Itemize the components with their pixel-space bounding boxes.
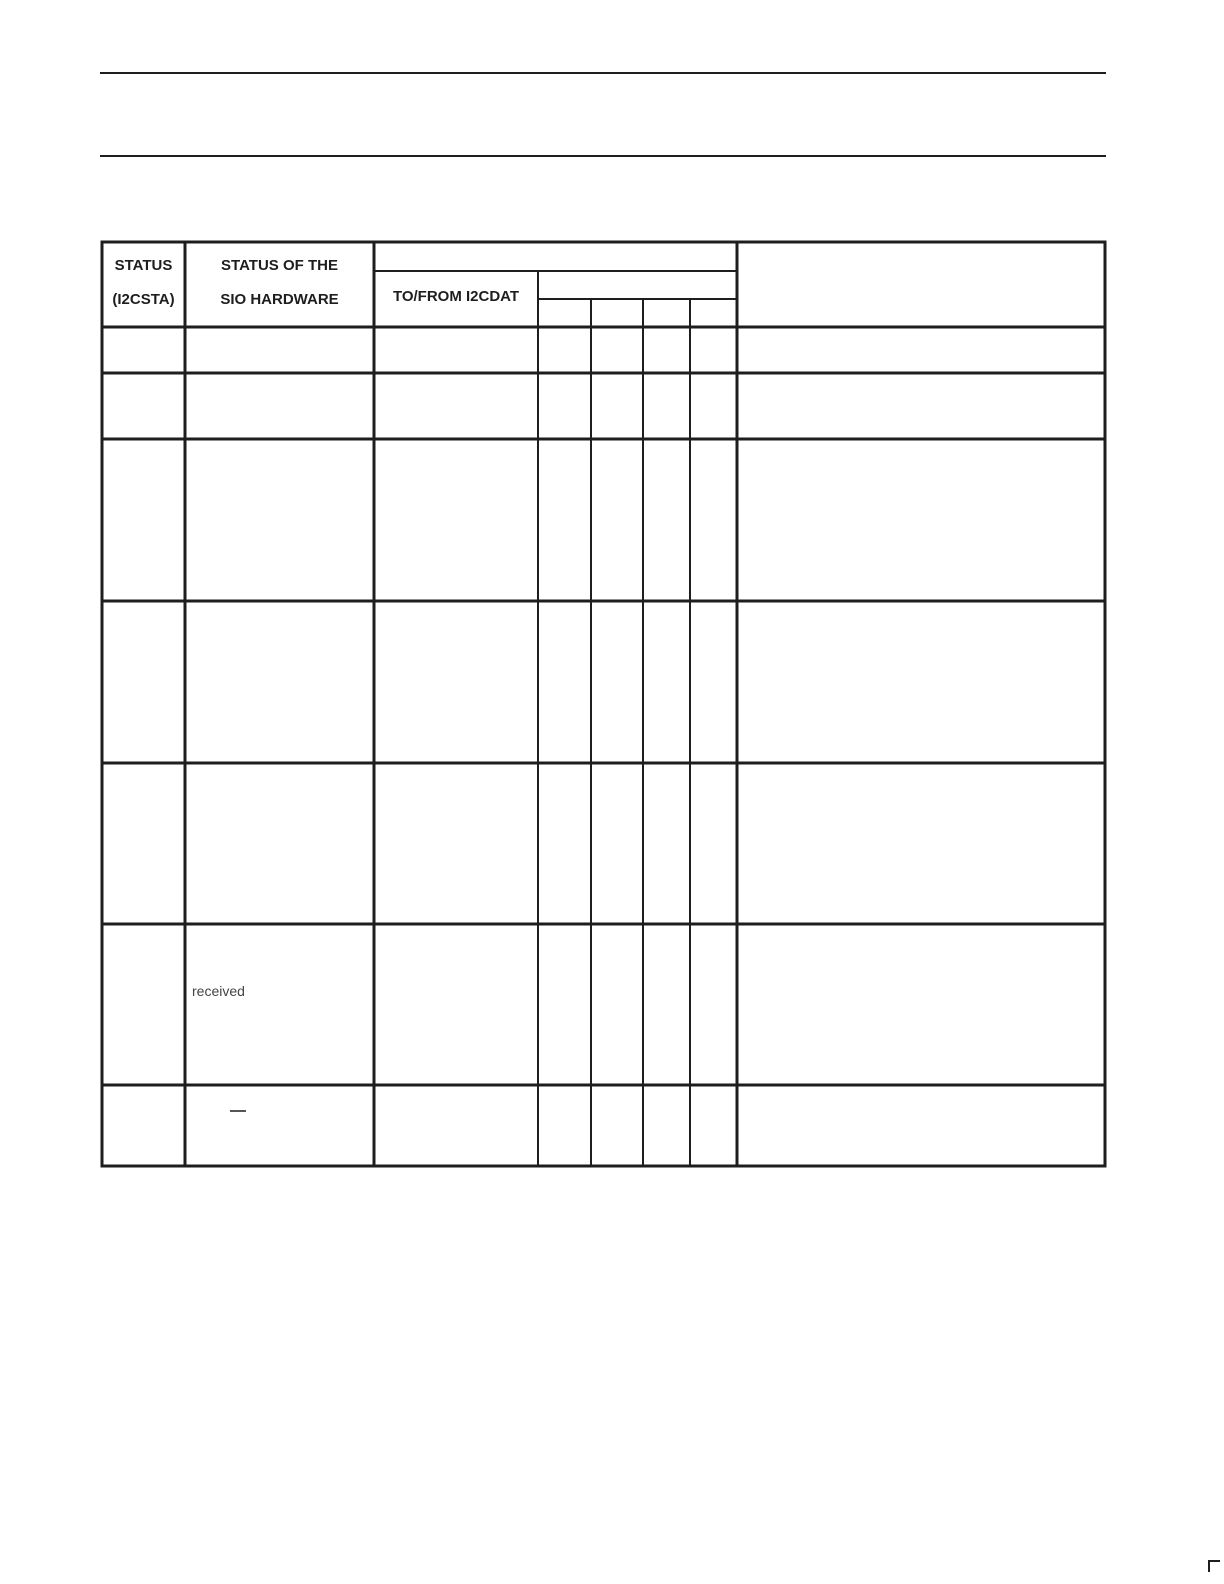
header-hardware-line1: STATUS OF THE xyxy=(221,257,338,274)
header-to-from-i2cdat: TO/FROM I2CDAT xyxy=(392,288,520,305)
header-status-line1: STATUS xyxy=(114,257,173,274)
crop-mark xyxy=(1208,1560,1220,1572)
header-hardware-line2: SIO HARDWARE xyxy=(220,291,339,308)
table-border xyxy=(102,242,1105,1166)
row-6-hardware-text: received xyxy=(192,983,245,999)
header-status-line2: (I2CSTA) xyxy=(112,291,175,308)
